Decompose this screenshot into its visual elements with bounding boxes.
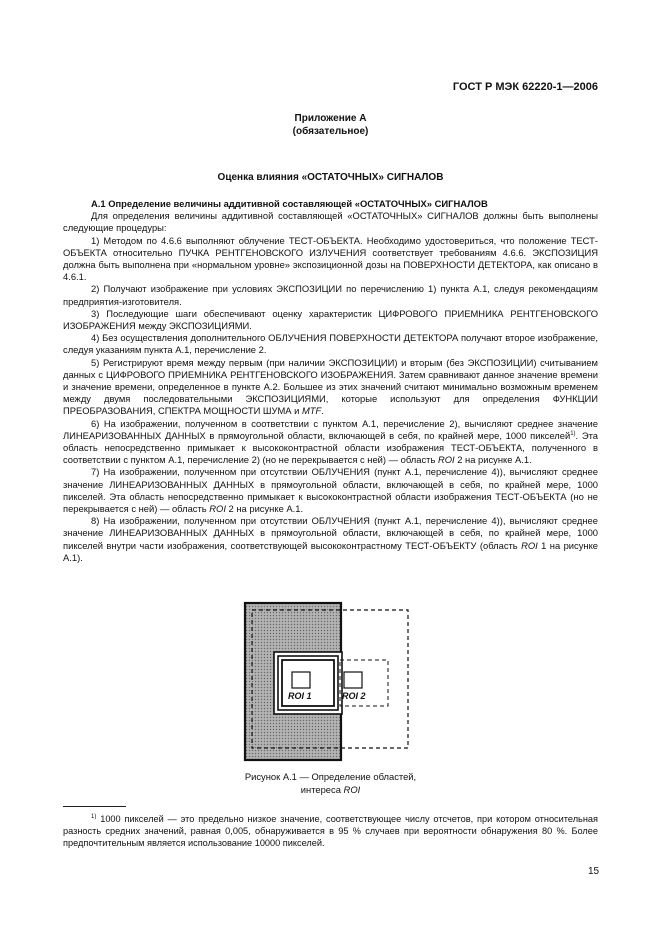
paragraph-6-text-2: . Эта область непосредственно примыкает к высококонтрастной области изображения ТЕСТ-ОБЪЕКТА, полученного в соответствии с пунктом А.1, перечисление 2) (но не перекрывается с ней) — область — [63, 429, 598, 466]
paragraph-1: 1) Методом по 4.6.6 выполняют облучение ТЕСТ-ОБЪЕКТА. Необходимо удостовериться, что положение ТЕСТ-ОБЪЕКТА относительно ПУЧКА РЕНТГЕНОВСКОГО ИЗЛУЧЕНИЯ соответствует требованиям 4.6.6. ЭКСПОЗИЦИЯ должна быть выполнена при «нормальном уровне» экспозиционной дозы на ПОВЕРХНОСТИ ДЕТЕКТОРА, как описано в 4.6.1. — [63, 234, 598, 283]
paragraph-6-text: 6) На изображении, полученном в соответствии с пунктом А.1, перечисление 2), вычисляют среднее значение ЛИНЕАРИЗОВАННЫХ ДАННЫХ в прямоугольной области, включающей в себя, по крайней мере, 1000 пикселей — [63, 417, 598, 441]
paragraph-5 — [63, 357, 598, 418]
paragraph-intro: Для определения величины аддитивной составляющей «ОСТАТОЧНЫХ» СИГНАЛОВ должны быть выполнены следующие процедуры: — [63, 210, 598, 234]
footnote-text: 1000 пикселей — это предельно низкое значение, соответствующее числу отсчетов, при котором относительная разность средних значений, равная 0,005, обнаруживается в 95 % случаев при вероятности обнаружения 80 %. Более предпочтительным является использование 10000 пикселей. — [63, 814, 598, 849]
paragraph-6-end: 2 на рисунке А.1. — [454, 454, 532, 466]
paragraph-6 — [63, 418, 598, 467]
paragraph-2: 2) Получают изображение при условиях ЭКСПОЗИЦИИ по перечислению 1) пункта А.1, следуя рекомендациям предприятия-изготовителя. — [63, 283, 598, 307]
footnote-mark: 1) — [91, 813, 97, 820]
appendix-title: Приложение А — [294, 113, 367, 124]
roi-figure — [240, 600, 420, 764]
paragraph-8-end: 1 на рисунке А.1). — [63, 539, 598, 563]
caption-text: интереса — [300, 784, 344, 795]
paragraph-3: 3) Последующие шаги обеспечивают оценку характеристик ЦИФРОВОГО ПРИЕМНИКА РЕНТГЕНОВСКОГО ИЗОБРАЖЕНИЯ между ЭКСПОЗИЦИЯМИ. — [63, 307, 598, 332]
document-header: ГОСТ Р МЭК 62220-1—2006 — [452, 81, 598, 93]
roi-1-box — [292, 672, 310, 688]
appendix-status: (обязательное) — [292, 126, 369, 137]
page-heading: Оценка влияния «ОСТАТОЧНЫХ» СИГНАЛОВ — [217, 172, 444, 183]
roi-2-box — [344, 672, 362, 688]
body-text — [63, 198, 598, 564]
paragraph-4: 4) Без осуществления дополнительного ОБЛУЧЕНИЯ ПОВЕРХНОСТИ ДЕТЕКТОРА получают второе изображение, следуя указаниям пункта А.1, перечисление 2. — [63, 332, 598, 356]
footnote-divider — [63, 806, 126, 807]
paragraph-8-text: 8) На изображении, полученном при отсутствии ОБЛУЧЕНИЯ (пункт А.1, перечисление 4)), вычисляют среднее значение ЛИНЕАРИЗОВАННЫХ ДАННЫХ в прямоугольной области, включающей в себя, по крайней мере, 1000 пикселей внутри части изображения, соответствующей высококонтрастному ТЕСТ-ОБЪЕКТУ (область — [63, 515, 598, 551]
paragraph-7-end: 2 на рисунке А.1. — [225, 503, 304, 515]
figure-caption-line2 — [63, 784, 598, 797]
paragraph-7-text: 7) На изображении, полученном при отсутствии ОБЛУЧЕНИЯ (пункт А.1, перечисление 4)), вычисляют среднее значение ЛИНЕАРИЗОВАННЫХ ДАННЫХ в прямоугольной области, включающей в себя, по крайней мере, 1000 пикселей. Эта область непосредственно примыкает к высококонтрастной области изображения ТЕСТ-ОБЪЕКТА (но не перекрывается с ней) — область — [63, 466, 598, 515]
footnote-ref: 1) — [570, 430, 576, 437]
figure-caption-line1: Рисунок А.1 — Определение областей, — [244, 771, 417, 782]
paragraph-8 — [63, 515, 598, 564]
page-number: 15 — [588, 866, 600, 877]
roi-term: ROI — [209, 503, 226, 515]
roi-term: ROI — [437, 454, 455, 466]
roi-term: ROI — [521, 539, 538, 551]
paragraph-5-text: 5) Регистрируют время между первым (при наличии ЭКСПОЗИЦИИ) и вторым (без ЭКСПОЗИЦИИ) считыванием данных с ЦИФРОВОГО ПРИЕМНИКА РЕНТГЕНОВСКОГО ИЗОБРАЖЕНИЯ. Затем сравнивают данное значение времени и значение времени, определенное в пункте А.2. Большее из этих значений считают минимально возможным временем между двумя последовательными ЭКСПОЗИЦИЯМИ, которые используют для определения ФУНКЦИИ ПРЕОБРАЗОВАНИЯ, СПЕКТРА МОЩНОСТИ ШУМА и — [63, 356, 598, 417]
roi-1-label: ROI 1 — [288, 691, 312, 701]
paragraph-7 — [63, 466, 598, 515]
section-title: А.1 Определение величины аддитивной составляющей «ОСТАТОЧНЫХ» СИГНАЛОВ — [91, 198, 488, 209]
caption-roi: ROI — [343, 784, 361, 795]
mtf-term: MTF — [301, 405, 322, 417]
roi-2-label: ROI 2 — [342, 691, 366, 701]
paragraph-5-end: . — [321, 405, 324, 417]
footnote — [63, 813, 598, 850]
